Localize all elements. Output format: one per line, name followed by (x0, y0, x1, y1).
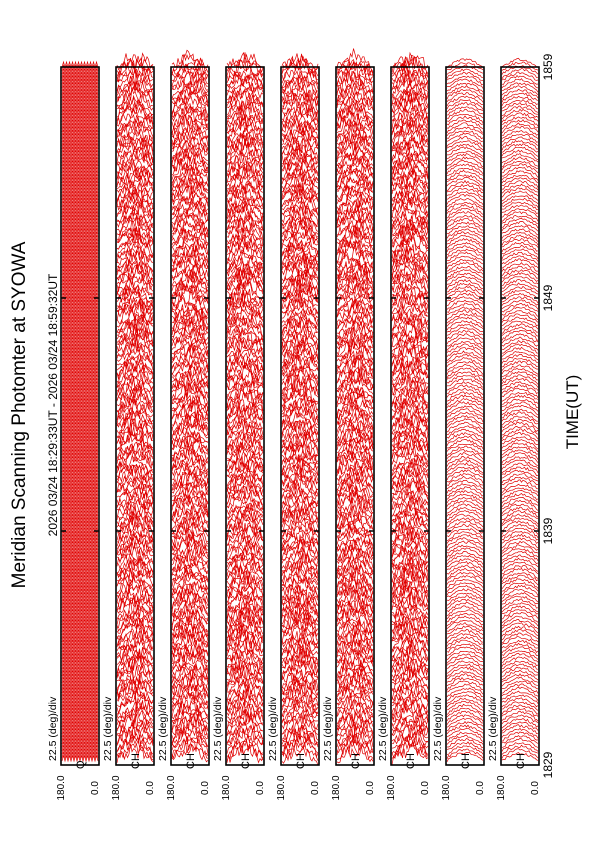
y-tick-label-min: 0.0 (310, 781, 321, 795)
y-tick-label-max: 180.0 (496, 775, 507, 801)
scale-note: 22.5 (deg)/div (487, 696, 499, 761)
panel-6-trace (337, 49, 373, 72)
panel-9-trace (502, 157, 538, 167)
panel-9-trace (502, 347, 538, 356)
x-tick-label: 1849 (541, 284, 555, 312)
channel-label: CH (295, 753, 307, 769)
y-tick-label-max: 180.0 (166, 775, 177, 801)
y-tick-label-min: 0.0 (530, 781, 541, 795)
y-tick-label-min: 0.0 (255, 781, 266, 795)
channel-label: CH (185, 753, 197, 769)
panel-8-trace (447, 123, 483, 133)
x-axis-title: TIME(UT) (563, 374, 582, 450)
time-range-label: 2026 03/24 18:29:33UT - 2026 03/24 18:59:32UT (46, 273, 60, 537)
panel-3-trace (172, 50, 208, 68)
y-tick-label-max: 180.0 (331, 775, 342, 801)
channel-label: CH (350, 753, 362, 769)
y-tick-label-min: 0.0 (475, 781, 486, 795)
panel-8-trace (447, 307, 483, 316)
panel-9-trace (502, 283, 538, 292)
panel-8-trace (447, 199, 483, 208)
channel-label: CH (460, 753, 472, 769)
y-tick-label-min: 0.0 (145, 781, 156, 795)
panel-9-trace (502, 226, 538, 235)
panel-2 (102, 53, 156, 800)
scale-note: 22.5 (deg)/div (47, 696, 59, 761)
scale-note: 22.5 (deg)/div (267, 696, 279, 761)
channel-label: CH (130, 753, 142, 769)
panel-3-trace (172, 706, 208, 724)
panel-7 (377, 53, 431, 801)
channel-label: CH (515, 753, 527, 769)
channel-label: Q (75, 760, 87, 769)
panel-9-trace (502, 106, 538, 116)
panel-5 (267, 54, 321, 801)
y-tick-label-max: 180.0 (441, 775, 452, 801)
channel-label: CH (240, 753, 252, 769)
panel-9-trace (502, 579, 538, 589)
panel-4 (212, 52, 266, 800)
panel-3 (157, 50, 211, 800)
panel-3-trace (172, 342, 208, 363)
panel-8-trace (447, 222, 483, 230)
panel-7-trace (392, 463, 428, 476)
scale-note: 22.5 (deg)/div (432, 696, 444, 761)
scale-note: 22.5 (deg)/div (157, 696, 169, 761)
scale-note: 22.5 (deg)/div (102, 696, 114, 761)
panel-4-trace (227, 468, 263, 488)
time-ticks-layer (541, 53, 555, 778)
scale-note: 22.5 (deg)/div (322, 696, 334, 761)
y-tick-label-min: 0.0 (365, 781, 376, 795)
panel-8-trace (447, 616, 483, 626)
scale-note: 22.5 (deg)/div (212, 696, 224, 761)
y-tick-label-min: 0.0 (90, 781, 101, 795)
y-tick-label-min: 0.0 (200, 781, 211, 795)
panel-9-trace (502, 494, 538, 504)
panel-8-trace (447, 144, 483, 152)
panel-9-trace (502, 670, 538, 680)
panel-8-trace (447, 131, 483, 139)
panel-9 (487, 58, 541, 800)
panel-9-trace (502, 653, 538, 662)
y-tick-label-max: 180.0 (221, 775, 232, 801)
panel-9-trace (502, 687, 538, 696)
scale-note: 22.5 (deg)/div (377, 696, 389, 761)
panel-9-trace (502, 58, 538, 67)
panel-6 (322, 49, 376, 801)
panel-8 (432, 59, 486, 801)
y-tick-label-max: 180.0 (56, 775, 67, 801)
panels-layer (47, 49, 541, 801)
panel-9-trace (502, 738, 538, 747)
y-tick-label-max: 180.0 (386, 775, 397, 801)
x-tick-label: 1829 (541, 751, 555, 779)
x-tick-label: 1839 (541, 517, 555, 545)
panel-8-trace (447, 402, 483, 412)
channel-label: CH (405, 753, 417, 769)
panel-8-trace (447, 107, 483, 115)
y-tick-label-min: 0.0 (420, 781, 431, 795)
panel-8-trace (447, 511, 483, 520)
panel-8-trace (447, 86, 483, 95)
x-tick-label: 1859 (541, 53, 555, 81)
figure-title: Meridian Scanning Photomter at SYOWA (9, 241, 30, 589)
panel-9-trace (502, 297, 538, 306)
y-tick-label-max: 180.0 (276, 775, 287, 801)
panel-9-trace (502, 674, 538, 683)
y-tick-label-max: 180.0 (111, 775, 122, 801)
